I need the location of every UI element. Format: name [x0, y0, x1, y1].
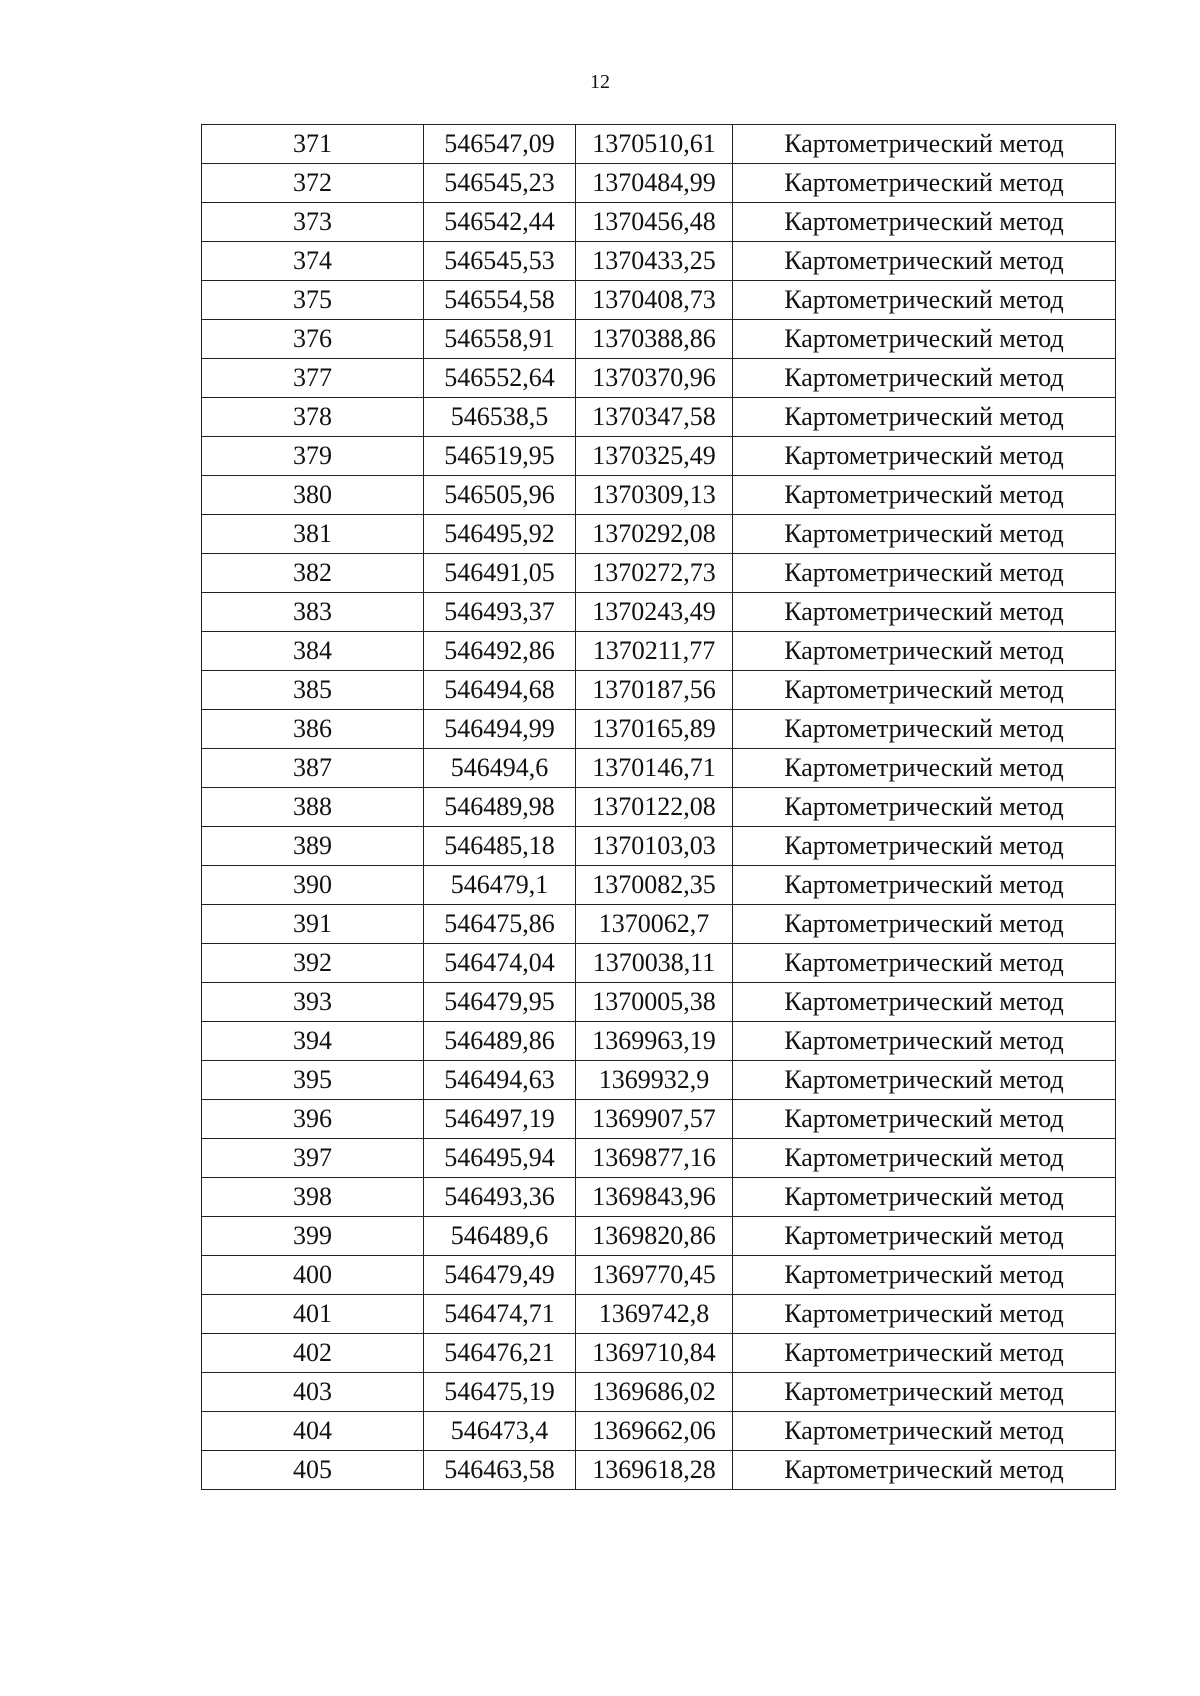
method-cell: Картометрический метод — [733, 515, 1116, 554]
x-coordinate-cell: 546542,44 — [424, 203, 576, 242]
x-coordinate-cell: 546479,49 — [424, 1256, 576, 1295]
x-coordinate-cell: 546485,18 — [424, 827, 576, 866]
y-coordinate-cell: 1370146,71 — [576, 749, 733, 788]
x-coordinate-cell: 546474,71 — [424, 1295, 576, 1334]
point-number-cell: 376 — [202, 320, 424, 359]
method-cell: Картометрический метод — [733, 1256, 1116, 1295]
y-coordinate-cell: 1369932,9 — [576, 1061, 733, 1100]
y-coordinate-cell: 1370038,11 — [576, 944, 733, 983]
method-cell: Картометрический метод — [733, 749, 1116, 788]
point-number-cell: 397 — [202, 1139, 424, 1178]
method-cell: Картометрический метод — [733, 398, 1116, 437]
table-row — [202, 1139, 1116, 1178]
method-cell: Картометрический метод — [733, 1178, 1116, 1217]
table-row — [202, 203, 1116, 242]
x-coordinate-cell: 546494,63 — [424, 1061, 576, 1100]
point-number-cell: 388 — [202, 788, 424, 827]
point-number-cell: 383 — [202, 593, 424, 632]
x-coordinate-cell: 546505,96 — [424, 476, 576, 515]
table-row — [202, 1217, 1116, 1256]
x-coordinate-cell: 546492,86 — [424, 632, 576, 671]
point-number-cell: 379 — [202, 437, 424, 476]
table-row — [202, 788, 1116, 827]
table-row — [202, 827, 1116, 866]
table-row — [202, 125, 1116, 164]
point-number-cell: 396 — [202, 1100, 424, 1139]
point-number-cell: 382 — [202, 554, 424, 593]
point-number-cell: 402 — [202, 1334, 424, 1373]
table-row — [202, 476, 1116, 515]
page-number: 12 — [590, 71, 610, 93]
point-number-cell: 398 — [202, 1178, 424, 1217]
y-coordinate-cell: 1369963,19 — [576, 1022, 733, 1061]
table-row — [202, 944, 1116, 983]
point-number-cell: 373 — [202, 203, 424, 242]
y-coordinate-cell: 1370187,56 — [576, 671, 733, 710]
table-row — [202, 671, 1116, 710]
x-coordinate-cell: 546558,91 — [424, 320, 576, 359]
table-row — [202, 593, 1116, 632]
point-number-cell: 403 — [202, 1373, 424, 1412]
point-number-cell: 381 — [202, 515, 424, 554]
x-coordinate-cell: 546545,53 — [424, 242, 576, 281]
method-cell: Картометрический метод — [733, 593, 1116, 632]
y-coordinate-cell: 1370243,49 — [576, 593, 733, 632]
method-cell: Картометрический метод — [733, 944, 1116, 983]
table-row — [202, 905, 1116, 944]
table-row — [202, 632, 1116, 671]
x-coordinate-cell: 546479,1 — [424, 866, 576, 905]
method-cell: Картометрический метод — [733, 1061, 1116, 1100]
point-number-cell: 378 — [202, 398, 424, 437]
method-cell: Картометрический метод — [733, 1295, 1116, 1334]
method-cell: Картометрический метод — [733, 203, 1116, 242]
y-coordinate-cell: 1370103,03 — [576, 827, 733, 866]
y-coordinate-cell: 1370082,35 — [576, 866, 733, 905]
table-row — [202, 398, 1116, 437]
y-coordinate-cell: 1369877,16 — [576, 1139, 733, 1178]
method-cell: Картометрический метод — [733, 242, 1116, 281]
y-coordinate-cell: 1369820,86 — [576, 1217, 733, 1256]
y-coordinate-cell: 1369686,02 — [576, 1373, 733, 1412]
x-coordinate-cell: 546489,6 — [424, 1217, 576, 1256]
method-cell: Картометрический метод — [733, 1451, 1116, 1490]
point-number-cell: 386 — [202, 710, 424, 749]
table-row — [202, 1022, 1116, 1061]
method-cell: Картометрический метод — [733, 1100, 1116, 1139]
y-coordinate-cell: 1370347,58 — [576, 398, 733, 437]
method-cell: Картометрический метод — [733, 164, 1116, 203]
table-row — [202, 515, 1116, 554]
x-coordinate-cell: 546491,05 — [424, 554, 576, 593]
y-coordinate-cell: 1370456,48 — [576, 203, 733, 242]
method-cell: Картометрический метод — [733, 710, 1116, 749]
table-row — [202, 1451, 1116, 1490]
point-number-cell: 404 — [202, 1412, 424, 1451]
point-number-cell: 399 — [202, 1217, 424, 1256]
point-number-cell: 401 — [202, 1295, 424, 1334]
x-coordinate-cell: 546475,86 — [424, 905, 576, 944]
table-row — [202, 1295, 1116, 1334]
table-row — [202, 1256, 1116, 1295]
y-coordinate-cell: 1370484,99 — [576, 164, 733, 203]
point-number-cell: 374 — [202, 242, 424, 281]
method-cell: Картометрический метод — [733, 359, 1116, 398]
point-number-cell: 392 — [202, 944, 424, 983]
method-cell: Картометрический метод — [733, 632, 1116, 671]
point-number-cell: 394 — [202, 1022, 424, 1061]
x-coordinate-cell: 546497,19 — [424, 1100, 576, 1139]
method-cell: Картометрический метод — [733, 554, 1116, 593]
y-coordinate-cell: 1370325,49 — [576, 437, 733, 476]
y-coordinate-cell: 1370211,77 — [576, 632, 733, 671]
point-number-cell: 389 — [202, 827, 424, 866]
table-row — [202, 1373, 1116, 1412]
table-row — [202, 554, 1116, 593]
method-cell: Картометрический метод — [733, 1022, 1116, 1061]
x-coordinate-cell: 546552,64 — [424, 359, 576, 398]
method-cell: Картометрический метод — [733, 1373, 1116, 1412]
method-cell: Картометрический метод — [733, 320, 1116, 359]
y-coordinate-cell: 1369710,84 — [576, 1334, 733, 1373]
y-coordinate-cell: 1370292,08 — [576, 515, 733, 554]
y-coordinate-cell: 1370005,38 — [576, 983, 733, 1022]
x-coordinate-cell: 546547,09 — [424, 125, 576, 164]
y-coordinate-cell: 1370408,73 — [576, 281, 733, 320]
method-cell: Картометрический метод — [733, 1334, 1116, 1373]
point-number-cell: 400 — [202, 1256, 424, 1295]
x-coordinate-cell: 546519,95 — [424, 437, 576, 476]
method-cell: Картометрический метод — [733, 866, 1116, 905]
x-coordinate-cell: 546494,6 — [424, 749, 576, 788]
table-row — [202, 1178, 1116, 1217]
method-cell: Картометрический метод — [733, 671, 1116, 710]
method-cell: Картометрический метод — [733, 1217, 1116, 1256]
point-number-cell: 385 — [202, 671, 424, 710]
x-coordinate-cell: 546474,04 — [424, 944, 576, 983]
y-coordinate-cell: 1370272,73 — [576, 554, 733, 593]
table-row — [202, 1334, 1116, 1373]
y-coordinate-cell: 1370388,86 — [576, 320, 733, 359]
table-row — [202, 320, 1116, 359]
x-coordinate-cell: 546538,5 — [424, 398, 576, 437]
point-number-cell: 384 — [202, 632, 424, 671]
method-cell: Картометрический метод — [733, 437, 1116, 476]
y-coordinate-cell: 1369770,45 — [576, 1256, 733, 1295]
point-number-cell: 390 — [202, 866, 424, 905]
point-number-cell: 371 — [202, 125, 424, 164]
y-coordinate-cell: 1370062,7 — [576, 905, 733, 944]
x-coordinate-cell: 546495,94 — [424, 1139, 576, 1178]
point-number-cell: 391 — [202, 905, 424, 944]
x-coordinate-cell: 546479,95 — [424, 983, 576, 1022]
x-coordinate-cell: 546493,37 — [424, 593, 576, 632]
method-cell: Картометрический метод — [733, 983, 1116, 1022]
method-cell: Картометрический метод — [733, 788, 1116, 827]
table-row — [202, 1412, 1116, 1451]
table-row — [202, 710, 1116, 749]
x-coordinate-cell: 546495,92 — [424, 515, 576, 554]
y-coordinate-cell: 1370122,08 — [576, 788, 733, 827]
point-number-cell: 375 — [202, 281, 424, 320]
point-number-cell: 372 — [202, 164, 424, 203]
table-row — [202, 983, 1116, 1022]
coordinates-table — [201, 124, 1116, 1490]
method-cell: Картометрический метод — [733, 281, 1116, 320]
x-coordinate-cell: 546554,58 — [424, 281, 576, 320]
table-row — [202, 866, 1116, 905]
table-row — [202, 437, 1116, 476]
x-coordinate-cell: 546473,4 — [424, 1412, 576, 1451]
method-cell: Картометрический метод — [733, 905, 1116, 944]
method-cell: Картометрический метод — [733, 125, 1116, 164]
table-row — [202, 1061, 1116, 1100]
x-coordinate-cell: 546545,23 — [424, 164, 576, 203]
y-coordinate-cell: 1370370,96 — [576, 359, 733, 398]
table-row — [202, 359, 1116, 398]
y-coordinate-cell: 1369742,8 — [576, 1295, 733, 1334]
x-coordinate-cell: 546494,99 — [424, 710, 576, 749]
y-coordinate-cell: 1370433,25 — [576, 242, 733, 281]
y-coordinate-cell: 1370510,61 — [576, 125, 733, 164]
point-number-cell: 393 — [202, 983, 424, 1022]
x-coordinate-cell: 546475,19 — [424, 1373, 576, 1412]
method-cell: Картометрический метод — [733, 827, 1116, 866]
method-cell: Картометрический метод — [733, 1139, 1116, 1178]
method-cell: Картометрический метод — [733, 1412, 1116, 1451]
point-number-cell: 380 — [202, 476, 424, 515]
y-coordinate-cell: 1369618,28 — [576, 1451, 733, 1490]
x-coordinate-cell: 546489,86 — [424, 1022, 576, 1061]
y-coordinate-cell: 1370165,89 — [576, 710, 733, 749]
point-number-cell: 405 — [202, 1451, 424, 1490]
x-coordinate-cell: 546493,36 — [424, 1178, 576, 1217]
x-coordinate-cell: 546476,21 — [424, 1334, 576, 1373]
y-coordinate-cell: 1369907,57 — [576, 1100, 733, 1139]
x-coordinate-cell: 546489,98 — [424, 788, 576, 827]
point-number-cell: 395 — [202, 1061, 424, 1100]
point-number-cell: 377 — [202, 359, 424, 398]
method-cell: Картометрический метод — [733, 476, 1116, 515]
y-coordinate-cell: 1369662,06 — [576, 1412, 733, 1451]
x-coordinate-cell: 546463,58 — [424, 1451, 576, 1490]
table-row — [202, 281, 1116, 320]
table-row — [202, 242, 1116, 281]
y-coordinate-cell: 1369843,96 — [576, 1178, 733, 1217]
y-coordinate-cell: 1370309,13 — [576, 476, 733, 515]
table-row — [202, 1100, 1116, 1139]
point-number-cell: 387 — [202, 749, 424, 788]
table-row — [202, 164, 1116, 203]
x-coordinate-cell: 546494,68 — [424, 671, 576, 710]
table-row — [202, 749, 1116, 788]
coordinates-table-body — [202, 125, 1116, 1490]
